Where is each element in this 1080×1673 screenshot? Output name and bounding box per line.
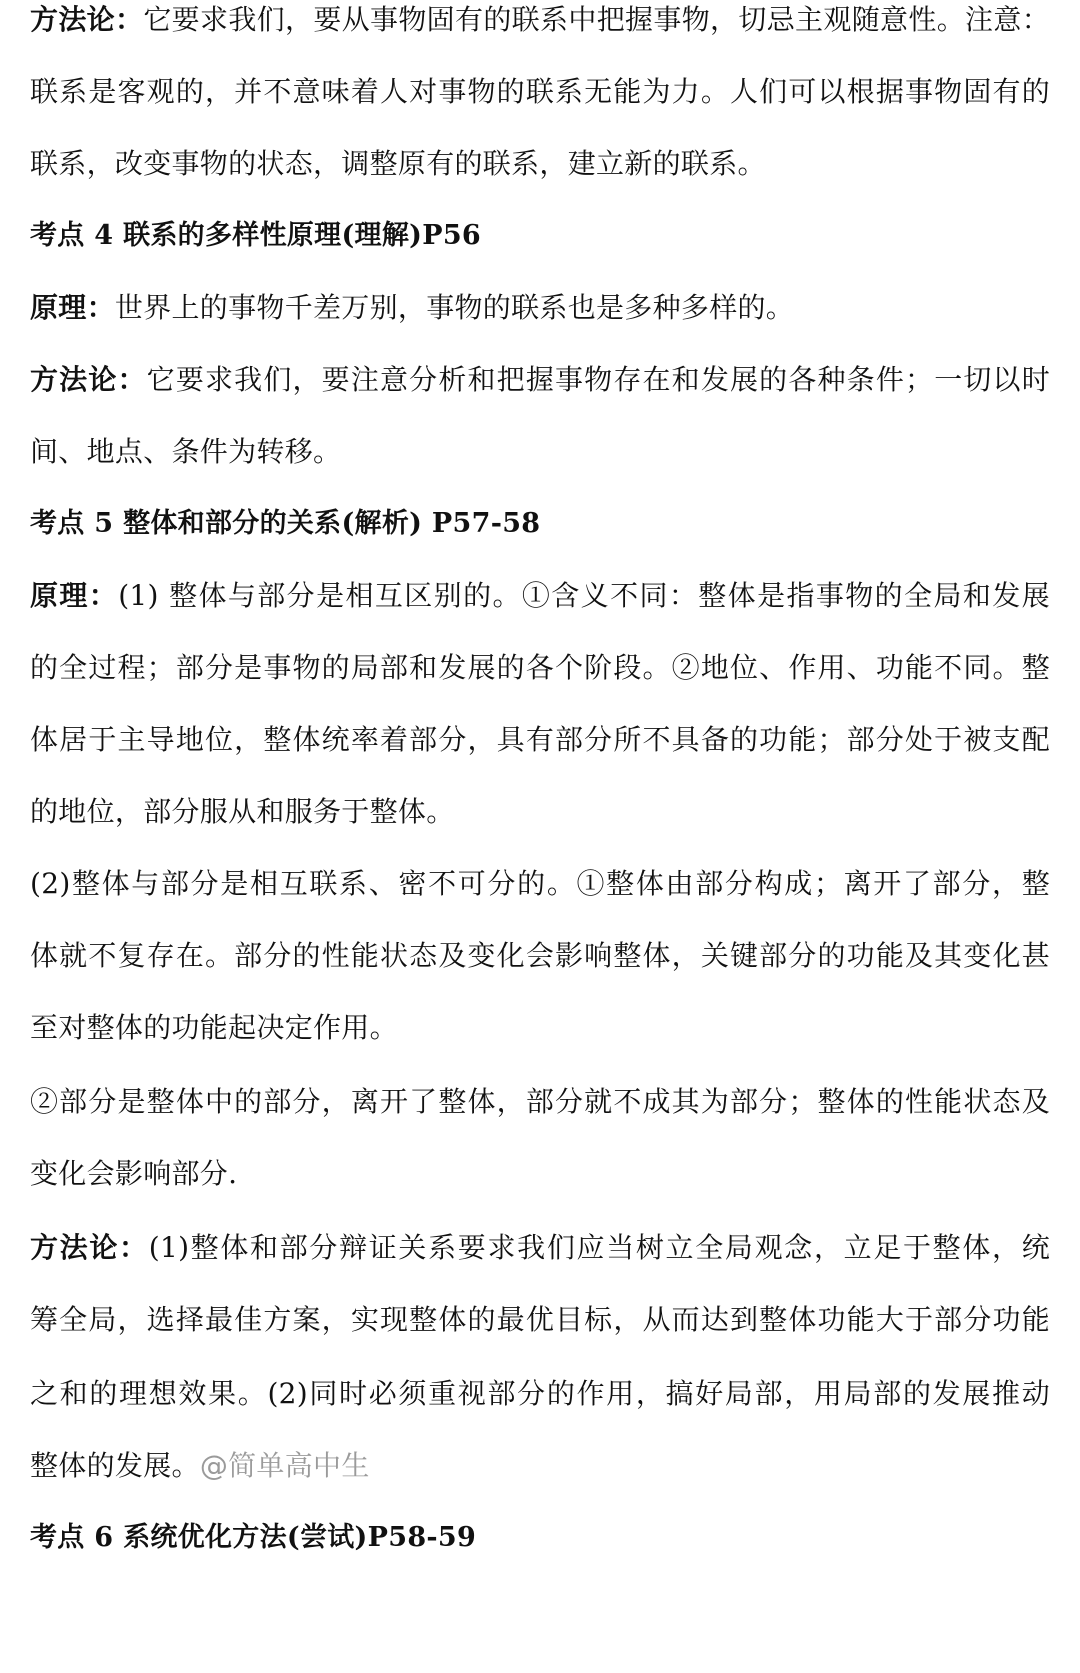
line-text: 体就不复存在。部分的性能状态及变化会影响整体，关键部分的功能及其变化甚 [30,939,1050,972]
text-line [30,288,1050,328]
line-text: 联系，改变事物的状态，调整原有的联系，建立新的联系。 [30,147,766,180]
text-line [30,792,1050,832]
watermark: @简单高中生 [199,1449,370,1482]
text-line [30,576,1050,616]
text-line [30,1228,1050,1268]
text-line [30,1374,1050,1414]
line-text: 联系是客观的，并不意味着人对事物的联系无能为力。人们可以根据事物固有的 [30,75,1050,108]
line-text: 的地位，部分服从和服务于整体。 [30,795,455,828]
line-text: 整体的发展。 [30,1449,200,1482]
principle-label: 原理： [30,291,115,324]
principle-label: 原理： [30,579,119,612]
line-text: 世界上的事物千差万别，事物的联系也是多种多样的。 [114,291,795,324]
text-line [30,648,1050,688]
text-line [30,936,1050,976]
methodology-label: 方法论： [30,3,144,36]
line-text: 的全过程；部分是事物的局部和发展的各个阶段。②地位、作用、功能不同。整 [30,651,1050,684]
line-text: 体居于主导地位，整体统率着部分，具有部分所不具备的功能；部分处于被支配 [30,723,1050,756]
line-text: 至对整体的功能起决定作用。 [30,1011,398,1044]
text-line [30,72,1050,112]
text-line [30,144,1050,184]
line-text: (2)整体与部分是相互联系、密不可分的。①整体由部分构成；离开了部分，整 [30,867,1050,900]
text-line [30,1082,1050,1122]
text-line [30,720,1050,760]
text-line [30,864,1050,904]
line-text: (1)整体和部分辩证关系要求我们应当树立全局观念，立足于整体，统 [148,1231,1050,1264]
methodology-label: 方法论： [30,1231,149,1264]
text-line [30,1446,1050,1486]
text-line [30,1154,1050,1194]
line-text: ②部分是整体中的部分，离开了整体，部分就不成其为部分；整体的性能状态及 [30,1085,1050,1118]
line-text: 筹全局，选择最佳方案，实现整体的最优目标，从而达到整体功能大于部分功能 [30,1303,1050,1336]
line-text: 间、地点、条件为转移。 [30,435,342,468]
heading-text: 考点 6 系统优化方法(尝试)P58-59 [30,1522,477,1553]
line-text: (1) 整体与部分是相互区别的。①含义不同：整体是指事物的全局和发展 [118,579,1050,612]
section-heading-6 [30,1518,1050,1558]
line-text: 它要求我们，要从事物固有的联系中把握事物，切忌主观随意性。注意： [143,3,1050,36]
text-line [30,432,1050,472]
heading-text: 考点 4 联系的多样性原理(理解)P56 [30,220,482,251]
heading-text: 考点 5 整体和部分的关系(解析) P57-58 [30,508,541,539]
text-line [30,1300,1050,1340]
section-heading-4 [30,216,1050,256]
text-line [30,360,1050,400]
methodology-label: 方法论： [30,363,147,396]
line-text: 变化会影响部分. [30,1157,238,1190]
text-line [30,1008,1050,1048]
section-heading-5 [30,504,1050,544]
text-line [30,0,1050,40]
line-text: 它要求我们，要注意分析和把握事物存在和发展的各种条件；一切以时 [146,363,1050,396]
line-text: 之和的理想效果。(2)同时必须重视部分的作用，搞好局部，用局部的发展推动 [30,1377,1050,1410]
